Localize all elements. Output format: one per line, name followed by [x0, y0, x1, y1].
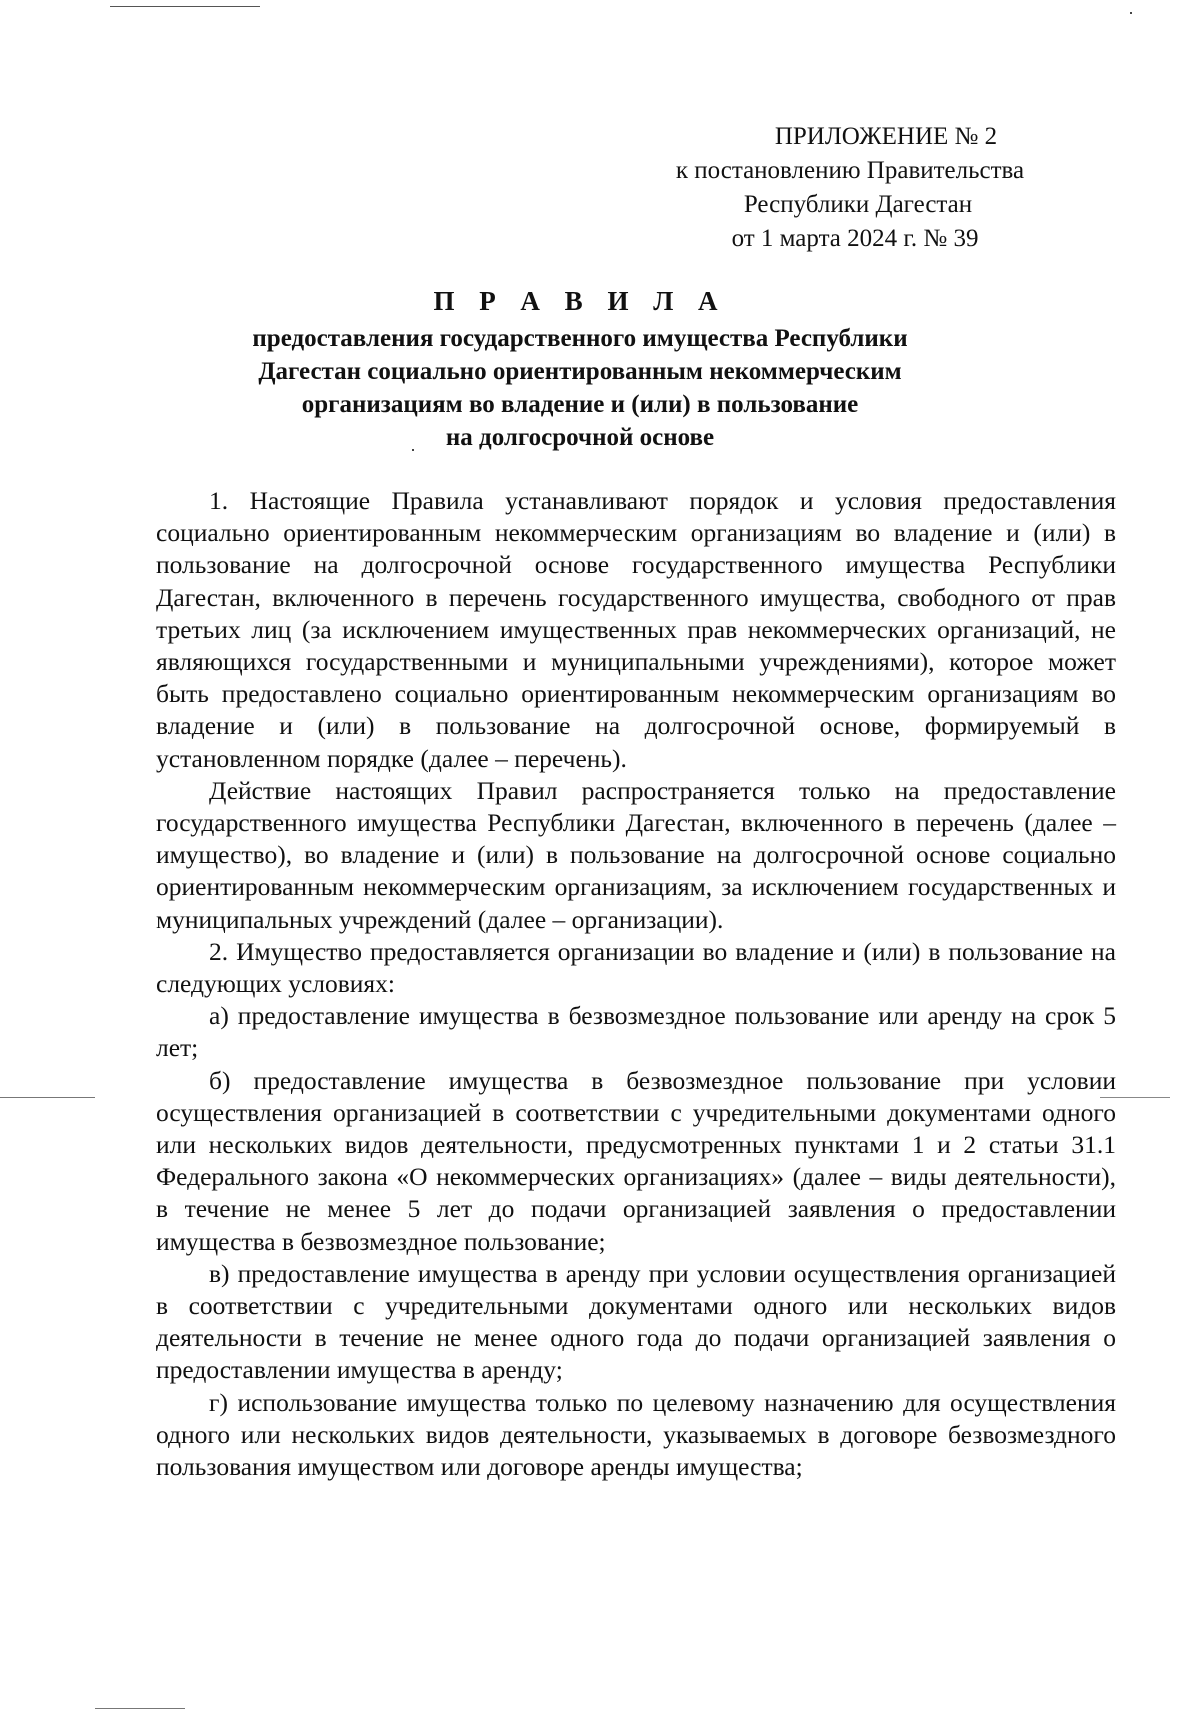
scan-mark-top	[110, 6, 260, 7]
clause-v: в) предоставление имущества в аренду при условии осуществления организацией в соответствии с учредительными документами одного или нескольких видов деятельности в течение не менее одного года до подачи организацией заявления о предоставлении имущества в аренду;	[156, 1258, 1116, 1385]
clause-g: г) использование имущества только по целевому назначению для осуществления одного или нескольких видов деятельности, указываемых в договоре безвозмездного пользования имуществом или договоре аренды имущества;	[156, 1387, 1116, 1482]
scan-mark-bottom	[95, 1708, 185, 1709]
scan-dot	[1130, 12, 1132, 14]
title-subtitle-line: на долгосрочной основе	[445, 424, 715, 451]
scan-mark-left	[0, 1097, 95, 1098]
title-subtitle	[200, 322, 960, 454]
appendix-reference: к постановлению Правительства	[675, 157, 1025, 184]
title-main: П Р А В И Л А	[433, 286, 727, 316]
appendix-number: ПРИЛОЖЕНИЕ № 2	[774, 123, 998, 150]
document-body	[156, 485, 1116, 1483]
paragraph-scope: Действие настоящих Правил распространяется только на предоставление государственного имущества Республики Дагестан, включенного в перечень (далее – имущество), во владение и (или) в пользование на долгосрочной основе социально ориентированным некоммерческим организациям, за исключением государственных и муниципальных учреждений (далее – организации).	[156, 775, 1116, 934]
clause-b: б) предоставление имущества в безвозмездное пользование при условии осуществления организацией в соответствии с учредительными документами одного или нескольких видов деятельности, предусмотренных пунктами 1 и 2 статьи 31.1 Федерального закона «О некоммерческих организациях» (далее – виды деятельности), в течение не менее 5 лет до подачи организацией заявления о предоставлении имущества в безвозмездное пользование;	[156, 1065, 1116, 1256]
appendix-header	[640, 120, 1060, 256]
title-subtitle-line: предоставления государственного имущества Республики	[252, 325, 908, 352]
title-subtitle-line: Дагестан социально ориентированным некоммерческим	[258, 358, 902, 385]
appendix-authority: Республики Дагестан	[743, 191, 973, 218]
title-subtitle-line: организациям во владение и (или) в пользование	[301, 391, 859, 418]
document-title	[200, 282, 960, 454]
clause-a: а) предоставление имущества в безвозмездное пользование или аренду на срок 5 лет;	[156, 1001, 1116, 1063]
paragraph-1: 1. Настоящие Правила устанавливают порядок и условия предоставления социально ориентированным некоммерческим организациям во владение и (или) в пользование на долгосрочной основе государственного имущества Республики Дагестан, включенного в перечень государственного имущества, свободного от прав третьих лиц (за исключением имущественных прав некоммерческих организаций, не являющихся государственными и муниципальными учреждениями), которое может быть предоставлено социально ориентированным некоммерческим организациям во владение и (или) в пользование на долгосрочной основе, формируемый в установленном порядке (далее – перечень).	[156, 486, 1116, 773]
paragraph-2: 2. Имущество предоставляется организации во владение и (или) в пользование на следующих условиях:	[156, 936, 1116, 999]
appendix-date: от 1 марта 2024 г. № 39	[731, 225, 979, 252]
